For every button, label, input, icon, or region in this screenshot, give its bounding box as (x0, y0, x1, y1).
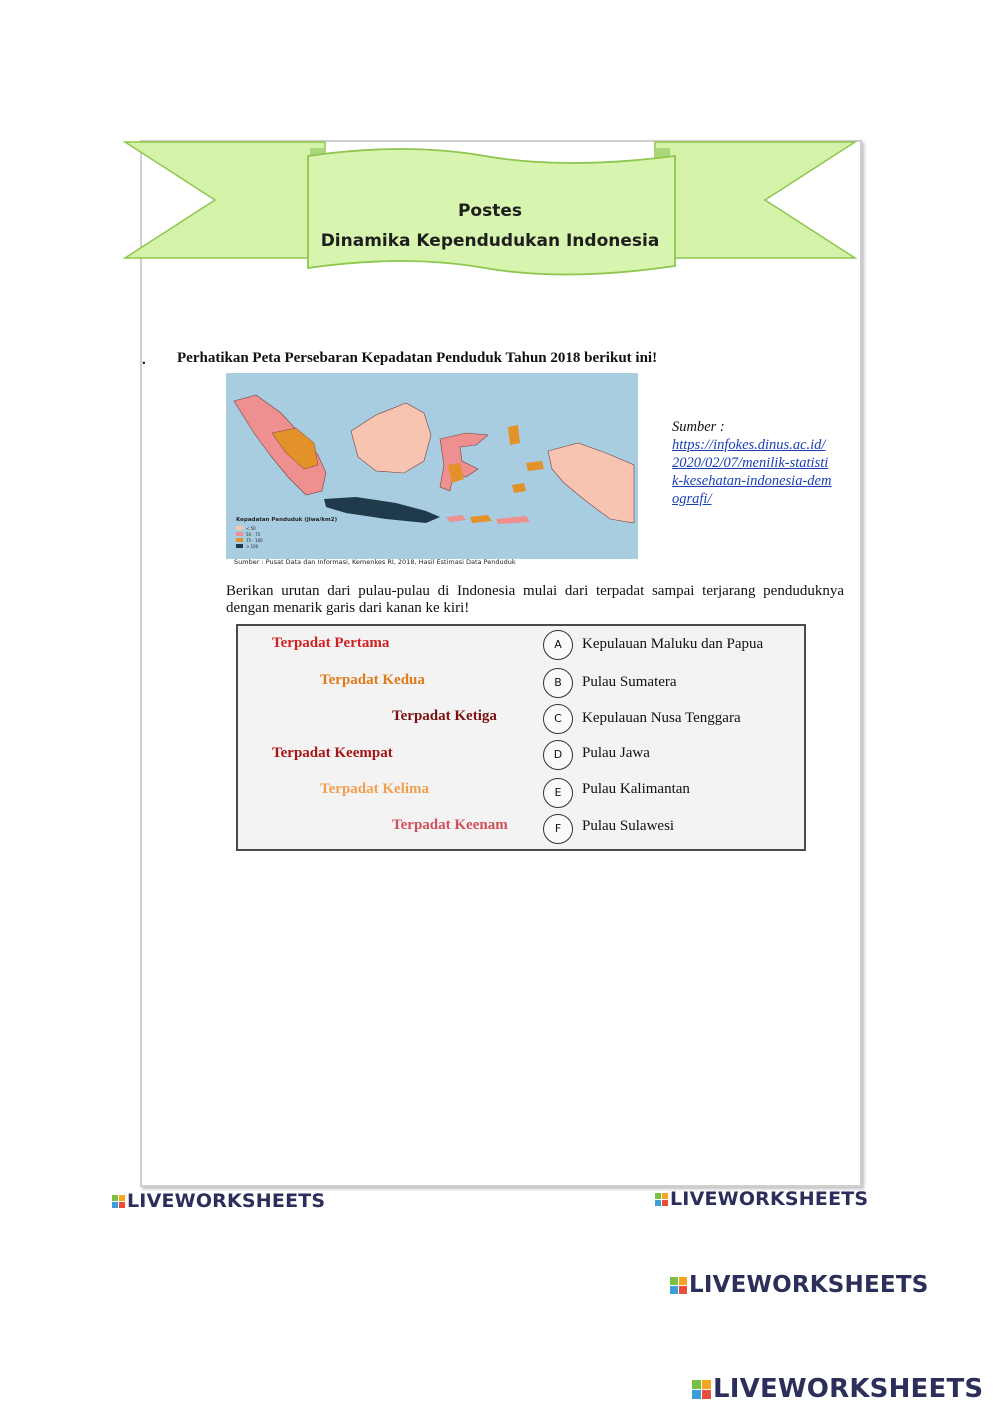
map-source-caption: Sumber : Pusat Data dan Informasi, Kemenkes RI, 2018, Hasil Estimasi Data Penduduk (234, 558, 516, 566)
source-link[interactable]: https://infokes.dinus.ac.id/2020/02/07/menilik-statistik-kesehatan-indonesia-demografi/ (672, 437, 832, 507)
logo-text: LIVEWORKSHEETS (713, 1374, 984, 1404)
option-e-text: Pulau Kalimantan (582, 781, 690, 797)
option-b-text: Pulau Sumatera (582, 674, 677, 690)
map-legend-item: 75 - 100 (246, 538, 263, 543)
logo-text: LIVEWORKSHEETS (670, 1188, 869, 1210)
option-d-text: Pulau Jawa (582, 745, 650, 761)
map-legend-title: Kepadatan Penduduk (jiwa/km2) (236, 517, 338, 523)
indonesia-density-map (226, 373, 638, 559)
density-rank-4[interactable]: Terpadat Keempat (272, 745, 393, 761)
option-d-circle[interactable]: D (543, 740, 573, 770)
option-a-circle[interactable]: A (543, 630, 573, 660)
map-legend-item: > 100 (246, 544, 259, 549)
liveworksheets-mark-icon (670, 1277, 687, 1294)
logo-text: LIVEWORKSHEETS (127, 1190, 326, 1212)
map-legend-item: 50 - 75 (246, 532, 261, 537)
matching-exercise (236, 624, 806, 851)
liveworksheets-logo (655, 1188, 868, 1210)
density-rank-5[interactable]: Terpadat Kelima (320, 781, 430, 797)
option-f-text: Pulau Sulawesi (582, 818, 675, 834)
density-rank-3[interactable]: Terpadat Ketiga (392, 708, 497, 724)
question-text: Perhatikan Peta Persebaran Kepadatan Penduduk Tahun 2018 berikut ini! (177, 350, 658, 366)
map-legend-item: < 50 (246, 526, 256, 531)
banner-title-line2: Dinamika Kependudukan Indonesia (320, 231, 660, 251)
source-label: Sumber : (672, 419, 725, 435)
option-f-circle[interactable]: F (543, 814, 573, 844)
density-rank-6[interactable]: Terpadat Keenam (392, 817, 508, 833)
banner-title (310, 196, 670, 256)
liveworksheets-mark-icon (692, 1380, 711, 1399)
liveworksheets-logo (692, 1374, 983, 1404)
option-c-circle[interactable]: C (543, 704, 573, 734)
option-e-circle[interactable]: E (543, 778, 573, 808)
option-b-circle[interactable]: B (543, 668, 573, 698)
liveworksheets-mark-icon (655, 1193, 668, 1206)
density-rank-1[interactable]: Terpadat Pertama (272, 635, 390, 651)
liveworksheets-logo (670, 1272, 928, 1298)
liveworksheets-mark-icon (112, 1195, 125, 1208)
logo-text: LIVEWORKSHEETS (689, 1272, 929, 1298)
option-c-text: Kepulauan Nusa Tenggara (582, 710, 741, 726)
density-rank-2[interactable]: Terpadat Kedua (320, 672, 425, 688)
question-number: . (142, 352, 146, 368)
instruction-text: Berikan urutan dari pulau-pulau di Indonesia mulai dari terpadat sampai terjarang penduduknya dengan menarik garis dari kanan ke kiri! (226, 583, 844, 616)
option-a-text: Kepulauan Maluku dan Papua (582, 636, 764, 652)
banner-title-line1: Postes (457, 201, 523, 221)
liveworksheets-logo (112, 1190, 325, 1212)
source-block (672, 418, 832, 508)
